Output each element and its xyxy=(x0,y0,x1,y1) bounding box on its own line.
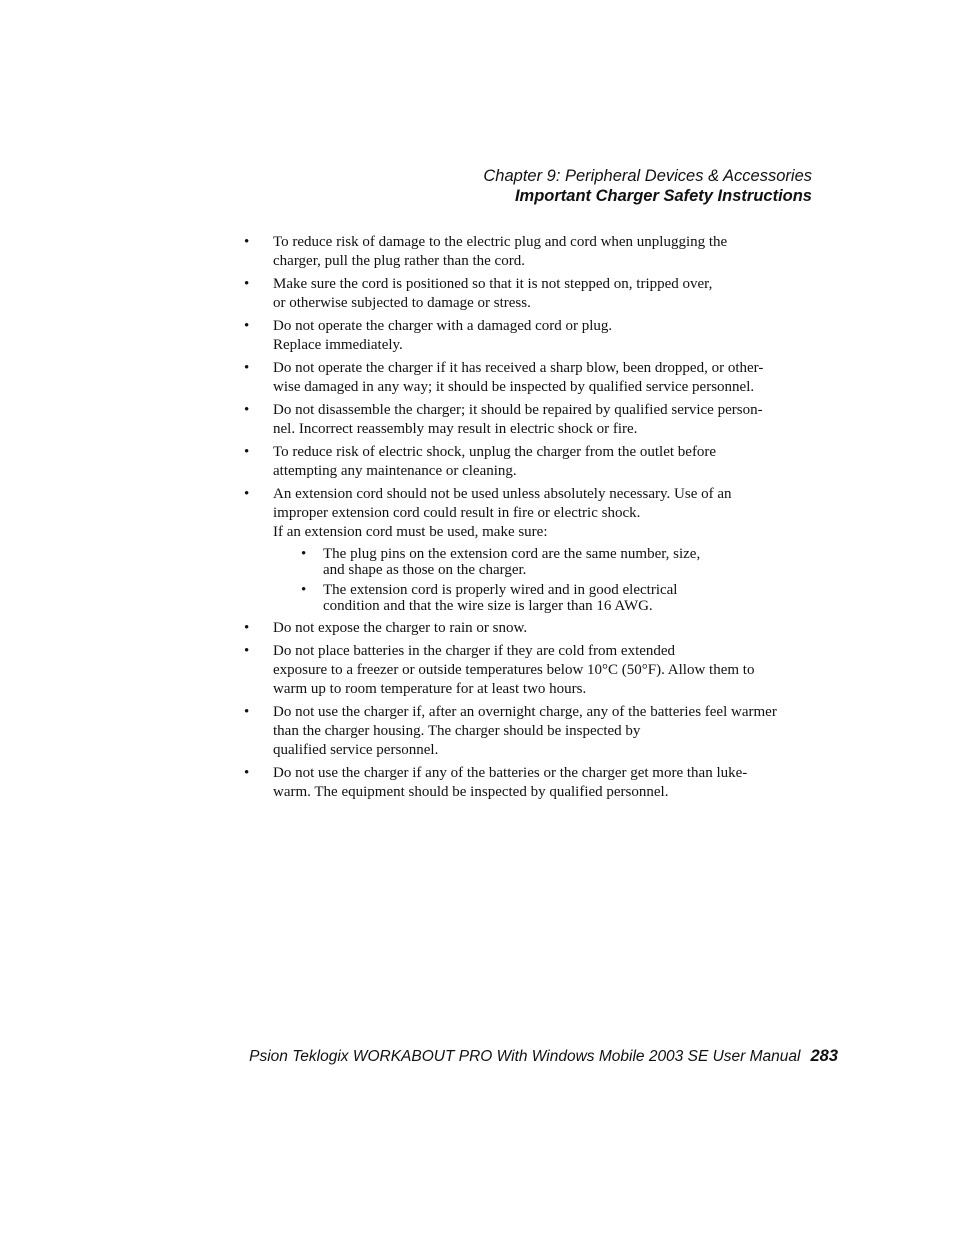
bullet-icon: • xyxy=(244,765,250,781)
list-item xyxy=(244,401,784,439)
list-item-text: exposure to a freezer or outside temperatures below 10°C (50°F). Allow them to xyxy=(273,662,755,678)
list-item xyxy=(244,275,784,313)
list-item-text: Do not place batteries in the charger if they are cold from extended xyxy=(273,643,676,659)
sub-list-item-text: condition and that the wire size is larger than 16 AWG. xyxy=(323,597,653,614)
list-item xyxy=(244,359,784,397)
page-footer xyxy=(249,1046,838,1067)
bullet-icon: • xyxy=(244,234,250,250)
bullet-icon: • xyxy=(301,546,307,562)
extension-cord-checklist xyxy=(273,547,784,614)
bullet-icon: • xyxy=(244,643,250,659)
list-item-text: Do not expose the charger to rain or snow. xyxy=(273,620,528,636)
list-item-text: Do not use the charger if, after an overnight charge, any of the batteries feel warmer xyxy=(273,704,777,720)
bullet-icon: • xyxy=(244,486,250,502)
list-item-text: wise damaged in any way; it should be inspected by qualified service personnel. xyxy=(273,379,755,395)
sub-list-item-text: The plug pins on the extension cord are the same number, size, xyxy=(323,546,701,562)
list-item-text: improper extension cord could result in fire or electric shock. xyxy=(273,505,641,521)
sub-list-item xyxy=(273,583,784,614)
list-item xyxy=(244,233,784,271)
bullet-icon: • xyxy=(244,620,250,636)
bullet-icon: • xyxy=(244,444,250,460)
section-title: Important Charger Safety Instructions xyxy=(514,187,812,205)
list-item xyxy=(244,317,784,355)
list-item xyxy=(244,443,784,481)
list-item-text: nel. Incorrect reassembly may result in electric shock or fire. xyxy=(273,421,638,437)
list-item xyxy=(244,703,784,760)
list-item xyxy=(244,619,784,638)
list-item-text: charger, pull the plug rather than the cord. xyxy=(273,253,525,269)
safety-instructions-list xyxy=(244,233,784,806)
bullet-icon: • xyxy=(244,402,250,418)
chapter-title: Chapter 9: Peripheral Devices & Accessories xyxy=(483,167,812,185)
bullet-icon: • xyxy=(244,318,250,334)
list-item-text: Do not use the charger if any of the batteries or the charger get more than luke- xyxy=(273,765,748,781)
bullet-icon: • xyxy=(244,704,250,720)
list-item-text: Replace immediately. xyxy=(273,337,403,353)
list-item-text: warm up to room temperature for at least two hours. xyxy=(273,681,587,697)
bullet-icon: • xyxy=(244,360,250,376)
sub-list-item xyxy=(273,547,784,578)
list-item-text: An extension cord should not be used unless absolutely necessary. Use of an xyxy=(273,486,732,502)
list-item-text: qualified service personnel. xyxy=(273,742,439,758)
list-item-text: attempting any maintenance or cleaning. xyxy=(273,463,517,479)
sub-list-item-text: and shape as those on the charger. xyxy=(323,561,527,578)
bullet-icon: • xyxy=(244,276,250,292)
manual-title: Psion Teklogix WORKABOUT PRO With Windows Mobile 2003 SE User Manual xyxy=(249,1048,801,1065)
list-item-text: Do not operate the charger if it has received a sharp blow, been dropped, or other- xyxy=(273,360,764,376)
list-item xyxy=(244,642,784,699)
list-item xyxy=(244,764,784,802)
list-item-text: warm. The equipment should be inspected by qualified personnel. xyxy=(273,784,669,800)
page-number: 283 xyxy=(810,1047,838,1065)
bullet-icon: • xyxy=(301,582,307,598)
list-item-text: To reduce risk of electric shock, unplug the charger from the outlet before xyxy=(273,444,717,460)
sub-list-item-text: The extension cord is properly wired and in good electrical xyxy=(323,582,678,598)
list-item xyxy=(244,485,784,614)
list-item-text: Do not disassemble the charger; it should be repaired by qualified service person- xyxy=(273,402,763,418)
list-item-text: To reduce risk of damage to the electric plug and cord when unplugging the xyxy=(273,234,728,250)
list-item-text: than the charger housing. The charger should be inspected by xyxy=(273,723,641,739)
list-item-text: or otherwise subjected to damage or stress. xyxy=(273,295,531,311)
list-item-text: If an extension cord must be used, make sure: xyxy=(273,524,548,540)
page-header xyxy=(483,166,812,206)
list-item-text: Make sure the cord is positioned so that it is not stepped on, tripped over, xyxy=(273,276,713,292)
list-item-text: Do not operate the charger with a damaged cord or plug. xyxy=(273,318,613,334)
